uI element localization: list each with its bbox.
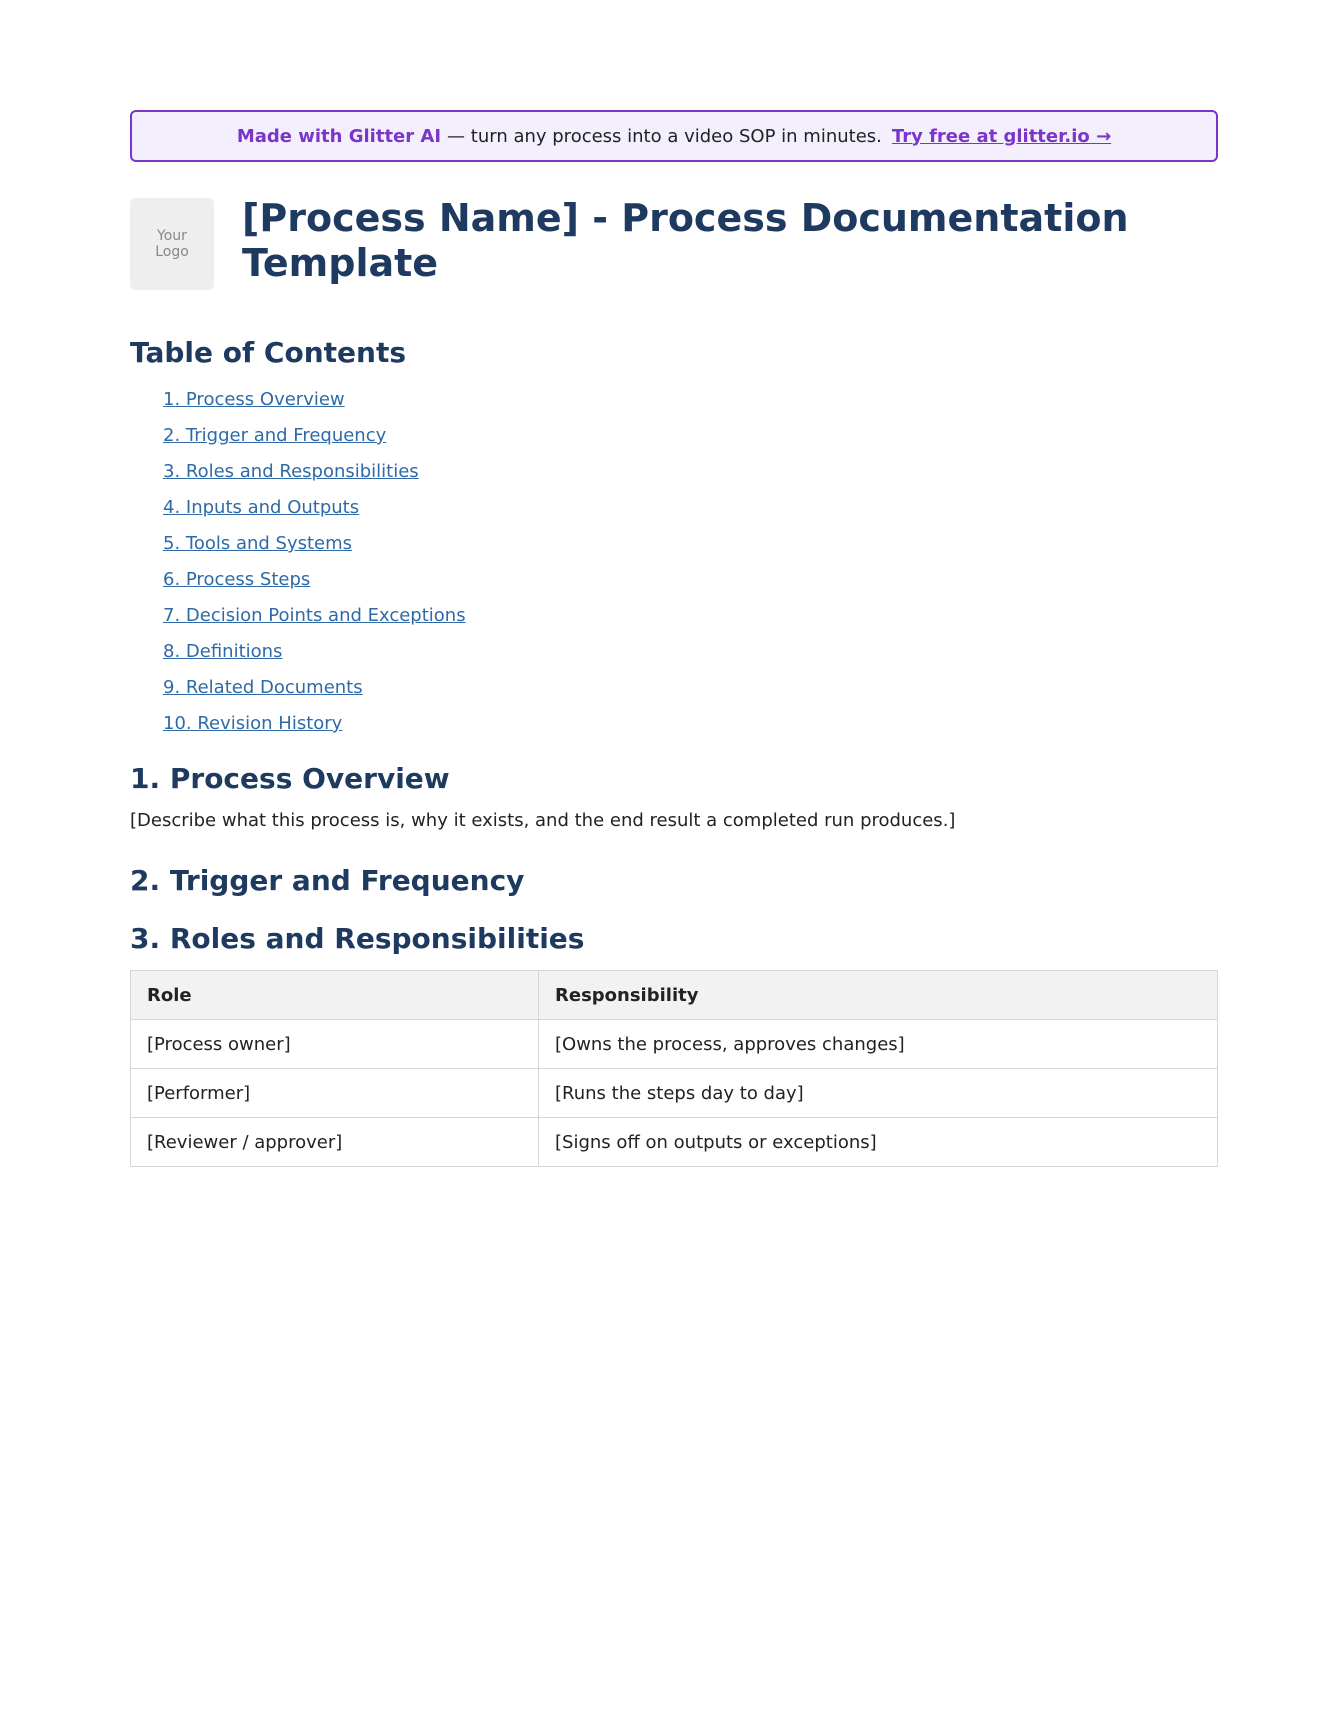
table-row xyxy=(131,1069,1218,1118)
logo-placeholder xyxy=(130,198,214,290)
logo-text-line1: Your xyxy=(157,228,187,244)
toc-item xyxy=(163,382,1218,418)
toc-item xyxy=(163,634,1218,670)
process-overview-text: [Describe what this process is, why it exists, and the end result a completed run produces.] xyxy=(130,810,956,831)
document-header xyxy=(130,198,1218,290)
table-header-row xyxy=(131,971,1218,1020)
table-of-contents xyxy=(130,382,1218,742)
toc-heading: Table of Contents xyxy=(130,336,407,369)
toc-item xyxy=(163,670,1218,706)
toc-link-revision-history[interactable]: 10. Revision History xyxy=(163,713,343,734)
role-cell: [Process owner] xyxy=(131,1020,539,1069)
role-cell: [Performer] xyxy=(131,1069,539,1118)
responsibility-cell: [Runs the steps day to day] xyxy=(539,1069,1218,1118)
responsibility-cell: [Owns the process, approves changes] xyxy=(539,1020,1218,1069)
toc-link-process-overview[interactable]: 1. Process Overview xyxy=(163,389,345,410)
role-cell: [Reviewer / approver] xyxy=(131,1118,539,1167)
toc-item xyxy=(163,562,1218,598)
section-heading-trigger-frequency: 2. Trigger and Frequency xyxy=(130,864,525,897)
toc-link-definitions[interactable]: 8. Definitions xyxy=(163,641,283,662)
logo-text-line2: Logo xyxy=(155,244,189,260)
toc-item xyxy=(163,454,1218,490)
toc-link-related-documents[interactable]: 9. Related Documents xyxy=(163,677,363,698)
toc-link-tools-systems[interactable]: 5. Tools and Systems xyxy=(163,533,353,554)
section-heading-roles-responsibilities: 3. Roles and Responsibilities xyxy=(130,922,585,955)
table-row xyxy=(131,1118,1218,1167)
toc-link-trigger-frequency[interactable]: 2. Trigger and Frequency xyxy=(163,425,387,446)
toc-item xyxy=(163,526,1218,562)
section-heading-process-overview: 1. Process Overview xyxy=(130,762,450,795)
toc-link-process-steps[interactable]: 6. Process Steps xyxy=(163,569,311,590)
roles-table xyxy=(130,970,1218,1167)
responsibility-cell: [Signs off on outputs or exceptions] xyxy=(539,1118,1218,1167)
toc-item xyxy=(163,598,1218,634)
toc-link-inputs-outputs[interactable]: 4. Inputs and Outputs xyxy=(163,497,360,518)
banner-brand: Made with Glitter AI xyxy=(236,125,442,147)
toc-link-decision-points[interactable]: 7. Decision Points and Exceptions xyxy=(163,605,466,626)
toc-link-roles-responsibilities[interactable]: 3. Roles and Responsibilities xyxy=(163,461,419,482)
column-header-responsibility: Responsibility xyxy=(539,971,1218,1020)
table-row xyxy=(131,1020,1218,1069)
toc-item xyxy=(163,418,1218,454)
toc-item xyxy=(163,706,1218,742)
banner-tagline: — turn any process into a video SOP in minutes. xyxy=(447,125,882,147)
document-title: [Process Name] - Process Documentation Template xyxy=(242,196,1129,285)
document-page xyxy=(130,110,1218,1167)
banner-cta-link[interactable]: Try free at glitter.io → xyxy=(891,125,1112,147)
column-header-role: Role xyxy=(131,971,539,1020)
promo-banner xyxy=(130,110,1218,162)
toc-item xyxy=(163,490,1218,526)
